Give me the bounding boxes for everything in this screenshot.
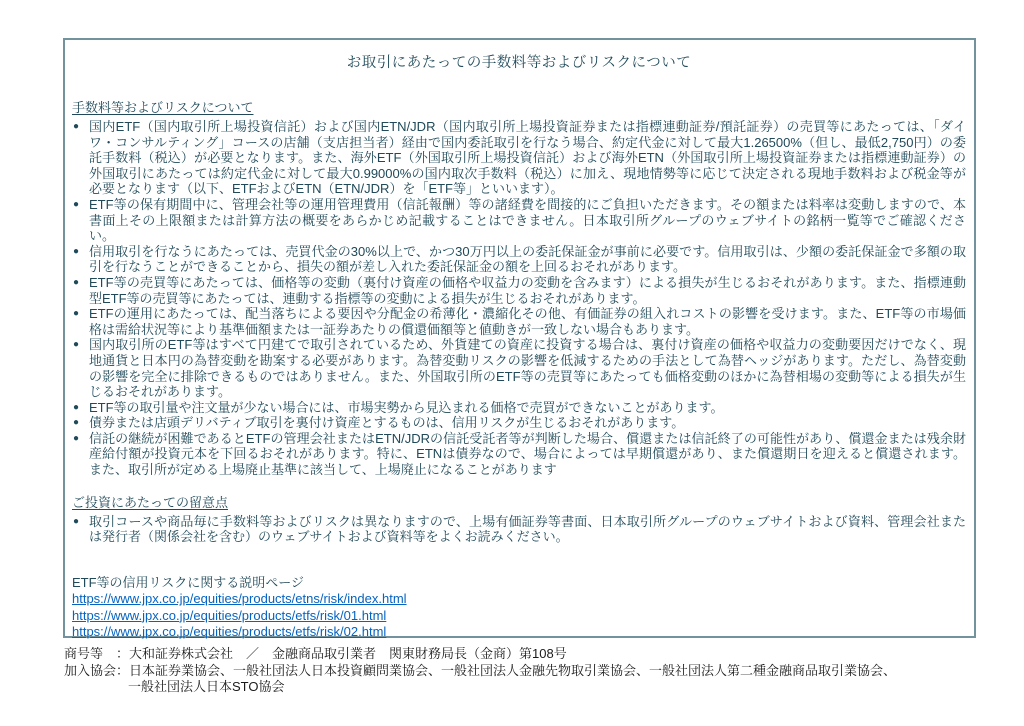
bullet-icon: ● [73,276,80,288]
bullet-icon: ● [73,308,80,320]
bullet-text: ETF等の売買等にあたっては、価格等の変動（裏付け資産の価格や収益力の変動を含みます）による損失が生じるおそれがあります。また、指標連動型ETF等の売買等にあたっては、連動する指標等の変動による損失が生じるおそれがあります。 [89,274,966,306]
etf-risk-link-01[interactable]: https://www.jpx.co.jp/equities/products/etfs/risk/01.html [72,607,387,623]
bullet-text: ETFの運用にあたっては、配当落ちによる要因や分配金の希薄化・濃縮化その他、有価証券の組入れコストの影響を受けます。また、ETF等の市場価格は需給状況等により基準価額または一証券あたりの償還価額等と値動きが一致しない場合もあります。 [89,306,966,337]
list-item [72,514,966,545]
associations-line: 加入協会：日本証券業協会、一般社団法人日本投資顧問業協会、一般社団法人金融先物取引業協会、一般社団法人第二種金融商品取引業協会、 [64,662,897,678]
bullet-text: 国内ETF（国内取引所上場投資信託）および国内ETN/JDR（国内取引所上場投資証券または指標連動証券/預託証券）の売買等にあたっては、「ダイワ・コンサルティング」コースの店舗（支店担当者）経由で国内委託取引を行なう場合、約定代金に対して最大1.26500%（但し、最低2,750円）の委託手数料（税込）が必要となります。また、海外ETF（外国取引所上場投資信託）および海外ETN（外国取引所上場投資証券または指標連動証券）の外国取引にあたっては約定代金に対して最大0.99000%の国内取次手数料（税込）に加え、現地情勢等に応じて決定される現地手数料および税金等が必要となります（以下、ETFおよびETN（ETN/JDR）を「ETF等」といいます）。 [89,119,966,197]
etf-risk-link-02[interactable]: https://www.jpx.co.jp/equities/products/etfs/risk/02.html [72,624,387,640]
etn-risk-link[interactable]: https://www.jpx.co.jp/equities/products/etns/risk/index.html [72,591,407,607]
bullet-text: 債券または店頭デリバティブ取引を裏付け資産とするものは、信用リスクが生じるおそれがあります。 [89,415,685,431]
bullet-icon: ● [73,401,80,413]
list-item [72,119,966,197]
links-section-heading: ETF等の信用リスクに関する説明ページ [72,574,305,590]
bullet-text: 信託の継続が困難であるとETFの管理会社またはETN/JDRの信託受託者等が判断した場合、償還または信託終了の可能性があり、償還金または残余財産給付額が投資元本を下回るおそれがあります。特に、ETNは債券なので、場合によっては早期償還があり、また償還期日を迎えると償還されます。また、取引所が定める上場廃止基準に該当して、上場廃止になることがあります [89,430,966,478]
bullet-icon: ● [73,121,80,132]
bullet-icon: ● [73,515,80,527]
bullet-icon: ● [73,198,80,210]
fees-section-heading: 手数料等およびリスクについて [72,100,254,115]
list-item [72,244,966,275]
notes-section-heading: ご投資にあたっての留意点 [72,494,229,510]
company-footer [64,646,976,696]
bullet-icon: ● [73,432,80,444]
list-item [72,306,966,337]
list-item [72,431,966,478]
fees-bullet-list [72,119,966,478]
bullet-text: 国内取引所のETF等はすべて円建てで取引されているため、外貨建ての資産に投資する場合は、裏付け資産の価格や収益力の変動要因だけでなく、現地通貨と日本円の為替変動を勘案する必要があります。為替変動リスクの影響を低減するための手法として為替ヘッジがあります。ただし、為替変動の影響を完全に排除できるものではありません。また、外国取引所のETF等の売買等にあたっても価格変動のほかに為替相場の変動等による損失が生じるおそれがあります。 [89,337,966,400]
list-item [72,197,966,244]
list-item [72,337,966,399]
notes-bullet-list [72,514,966,545]
bullet-icon: ● [73,339,80,351]
bullet-text: ETF等の保有期間中に、管理会社等の運用管理費用（信託報酬）等の諸経費を間接的にご負担いただきます。その額または料率は変動しますので、本書面上その上限額または計算方法の概要をあらかじめ記載することはできません。日本取引所グループのウェブサイトの銘柄一覧等でご確認ください。 [89,196,966,244]
company-name-line: 商号等 ：大和証券株式会社 ／ 金融商品取引業者 関東財務局長（金商）第108号 [64,646,567,661]
bullet-text: ETF等の取引量や注文量が少ない場合には、市場実勢から見込まれる価格で売買ができないことがあります。 [89,399,724,415]
bullet-text: 信用取引を行なうにあたっては、売買代金の30%以上で、かつ30万円以上の委託保証金が事前に必要です。信用取引は、少額の委託保証金で多額の取引を行なうことができることから、損失の額が差し入れた委託保証金の額を上回るおそれがあります。 [89,243,966,275]
list-item [72,415,966,431]
disclosure-box [63,38,976,638]
bullet-icon: ● [73,245,80,257]
bullet-text: 取引コースや商品毎に手数料等およびリスクは異なりますので、上場有価証券等書面、日本取引所グループのウェブサイトおよび資料、管理会社または発行者（関係会社を含む）のウェブサイトおよび資料等をよくお読みください。 [89,513,966,545]
list-item [72,275,966,306]
document-title: お取引にあたっての手数料等およびリスクについて [346,55,692,71]
list-item [72,400,966,416]
bullet-icon: ● [73,417,80,429]
associations-line-continued: 一般社団法人日本STO協会 [128,679,285,694]
